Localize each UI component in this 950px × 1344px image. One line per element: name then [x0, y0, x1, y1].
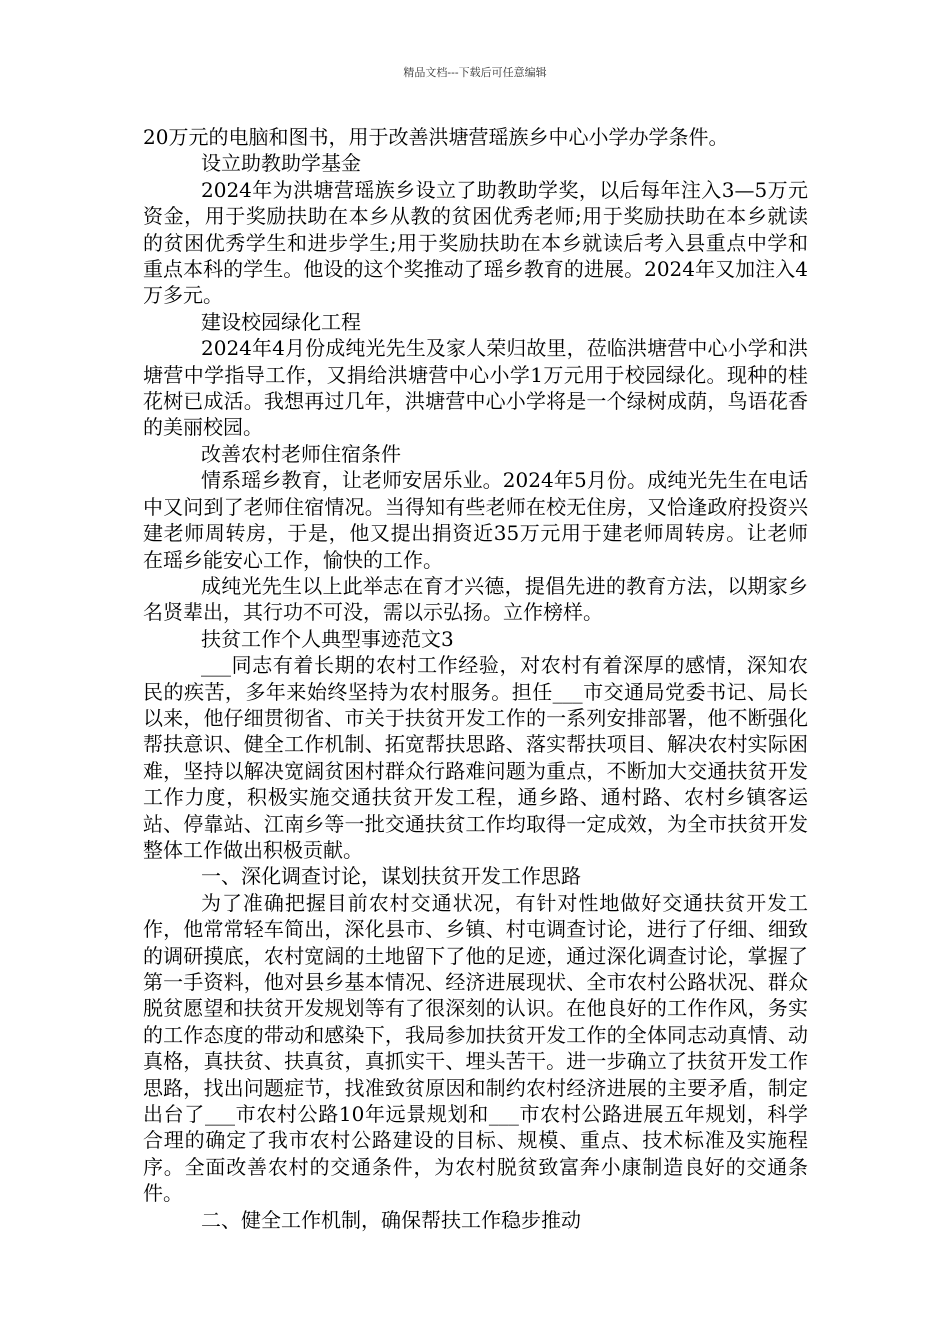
paragraph: 2024年4月份成纯光先生及家人荣归故里，莅临洪塘营中心小学和洪塘营中学指导工作，又捐给洪塘营中心小学1万元用于校园绿化。现种的桂花树已成活。我想再过几年，洪塘营中心小学将是一个绿树成荫，鸟语花香的美丽校园。 — [143, 336, 808, 440]
paragraph: 成纯光先生以上此举志在育才兴德，提倡先进的教育方法，以期家乡名贤辈出，其行功不可没，需以示弘扬。立作榜样。 — [143, 573, 808, 625]
paragraph: ___同志有着长期的农村工作经验，对农村有着深厚的感情，深知农民的疾苦，多年来始终坚持为农村服务。担任___市交通局党委书记、局长以来，他仔细贯彻省、市关于扶贫开发工作的一系列安排部署，他不断强化帮扶意识、健全工作机制、拓宽帮扶思路、落实帮扶项目、解决农村实际困难，坚持以解决宽阔贫困村群众行路难问题为重点，不断加大交通扶贫开发工作力度，积极实施交通扶贫开发工程，通乡路、通村路、农村乡镇客运站、停靠站、江南乡等一批交通扶贫工作均取得一定成效，为全市扶贫开发整体工作做出积极贡献。 — [143, 653, 808, 862]
page-header: 精品文档---下载后可任意编辑 — [403, 66, 547, 79]
paragraph: 2024年为洪塘营瑶族乡设立了助教助学奖，以后每年注入3—5万元资金，用于奖励扶助在本乡从教的贫困优秀老师;用于奖励扶助在本乡就读的贫困优秀学生和进步学生;用于奖励扶助在本乡就读后考入县重点中学和重点本科的学生。他设的这个奖推动了瑶乡教育的进展。2024年又加注入4万多元。 — [143, 177, 808, 308]
document-body — [143, 124, 808, 1233]
article-title: 扶贫工作个人典型事迹范文3 — [201, 626, 454, 651]
section-heading: 建设校园绿化工程 — [201, 309, 361, 334]
paragraph: 为了准确把握目前农村交通状况，有针对性地做好交通扶贫开发工作，他常常轻车简出，深化县市、乡镇、村屯调查讨论，进行了仔细、细致的调研摸底，农村宽阔的土地留下了他的足迹，通过深化调查讨论，掌握了第一手资料，他对县乡基本情况、经济进展现状、全市农村公路状况、群众脱贫愿望和扶贫开发规划等有了很深刻的认识。在他良好的工作作风，务实的工作态度的带动和感染下，我局参加扶贫开发工作的全体同志动真情、动真格，真扶贫、扶真贫，真抓实干、埋头苦干。进一步确立了扶贫开发工作思路，找出问题症节，找准致贫原因和制约农村经济进展的主要矛盾，制定出台了___市农村公路10年远景规划和___市农村公路进展五年规划，科学合理的确定了我市农村公路建设的目标、规模、重点、技术标准及实施程序。全面改善农村的交通条件，为农村脱贫致富奔小康制造良好的交通条件。 — [143, 890, 808, 1206]
paragraph: 情系瑶乡教育，让老师安居乐业。2024年5月份。成纯光先生在电话中又问到了老师住宿情况。当得知有些老师在校无住房，又恰逢政府投资兴建老师周转房，于是，他又提出捐资近35万元用于建老师周转房。让老师在瑶乡能安心工作，愉快的工作。 — [143, 468, 808, 572]
section-heading: 二、健全工作机制，确保帮扶工作稳步推动 — [201, 1207, 581, 1232]
section-heading: 一、深化调查讨论，谋划扶贫开发工作思路 — [201, 864, 581, 889]
section-heading: 改善农村老师住宿条件 — [201, 441, 401, 466]
section-heading: 设立助教助学基金 — [201, 151, 361, 176]
paragraph: 20万元的电脑和图书，用于改善洪塘营瑶族乡中心小学办学条件。 — [143, 125, 729, 149]
